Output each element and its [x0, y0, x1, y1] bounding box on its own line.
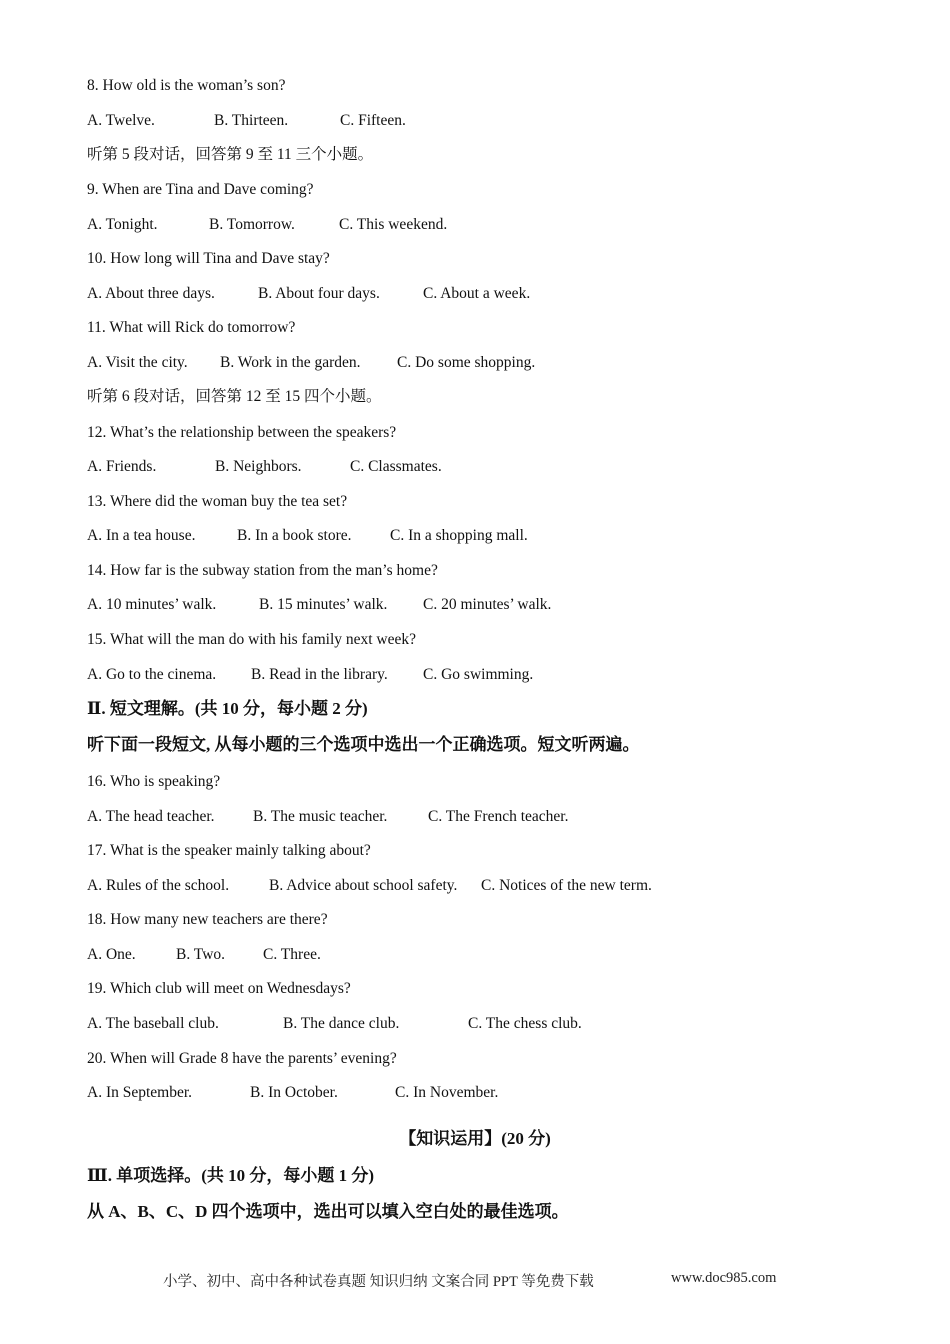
option-c: C. This weekend. — [339, 216, 448, 233]
option-b: B. The music teacher. — [253, 808, 388, 825]
option-b: B. About four days. — [258, 285, 380, 302]
option-b: B. Work in the garden. — [220, 354, 361, 371]
option-b: B. Thirteen. — [214, 112, 289, 129]
option-a: A. Visit the city. — [87, 354, 188, 371]
option-b: B. The dance club. — [283, 1015, 400, 1032]
option-b: B. Read in the library. — [251, 666, 388, 683]
option-c: C. About a week. — [423, 285, 531, 302]
part-heading: 【知识运用】(20 分) — [399, 1129, 551, 1148]
option-a: A. Twelve. — [87, 112, 155, 129]
option-b: B. In a book store. — [237, 527, 352, 544]
option-c: C. In November. — [395, 1084, 499, 1101]
footer-url[interactable]: www.doc985.com — [671, 1270, 777, 1286]
option-a: A. One. — [87, 946, 136, 963]
option-c: C. The chess club. — [468, 1015, 582, 1032]
option-c: C. Classmates. — [350, 458, 442, 475]
option-c: C. Three. — [263, 946, 321, 963]
option-b: B. In October. — [250, 1084, 338, 1101]
option-a: A. Go to the cinema. — [87, 666, 217, 683]
option-a: A. About three days. — [87, 285, 215, 302]
option-a: A. 10 minutes’ walk. — [87, 596, 217, 613]
option-a: A. Rules of the school. — [87, 877, 230, 894]
option-b: B. Neighbors. — [215, 458, 302, 475]
option-c: C. 20 minutes’ walk. — [423, 596, 552, 613]
option-c: C. Notices of the new term. — [481, 877, 652, 894]
option-a: A. The baseball club. — [87, 1015, 219, 1032]
option-b: B. Advice about school safety. — [269, 877, 458, 894]
footer-text: 小学、初中、高中各种试卷真题 知识归纳 文案合同 PPT 等免费下载 — [163, 1274, 594, 1290]
option-a: A. The head teacher. — [87, 808, 215, 825]
option-b: B. 15 minutes’ walk. — [259, 596, 388, 613]
option-c: C. Do some shopping. — [397, 354, 536, 371]
option-a: A. Tonight. — [87, 216, 158, 233]
option-b: B. Tomorrow. — [209, 216, 295, 233]
option-a: A. In a tea house. — [87, 527, 196, 544]
option-c: C. Go swimming. — [423, 666, 534, 683]
option-a: A. In September. — [87, 1084, 193, 1101]
option-c: C. The French teacher. — [428, 808, 569, 825]
option-c: C. In a shopping mall. — [390, 527, 528, 544]
option-a: A. Friends. — [87, 458, 157, 475]
option-b: B. Two. — [176, 946, 226, 963]
option-c: C. Fifteen. — [340, 112, 406, 129]
